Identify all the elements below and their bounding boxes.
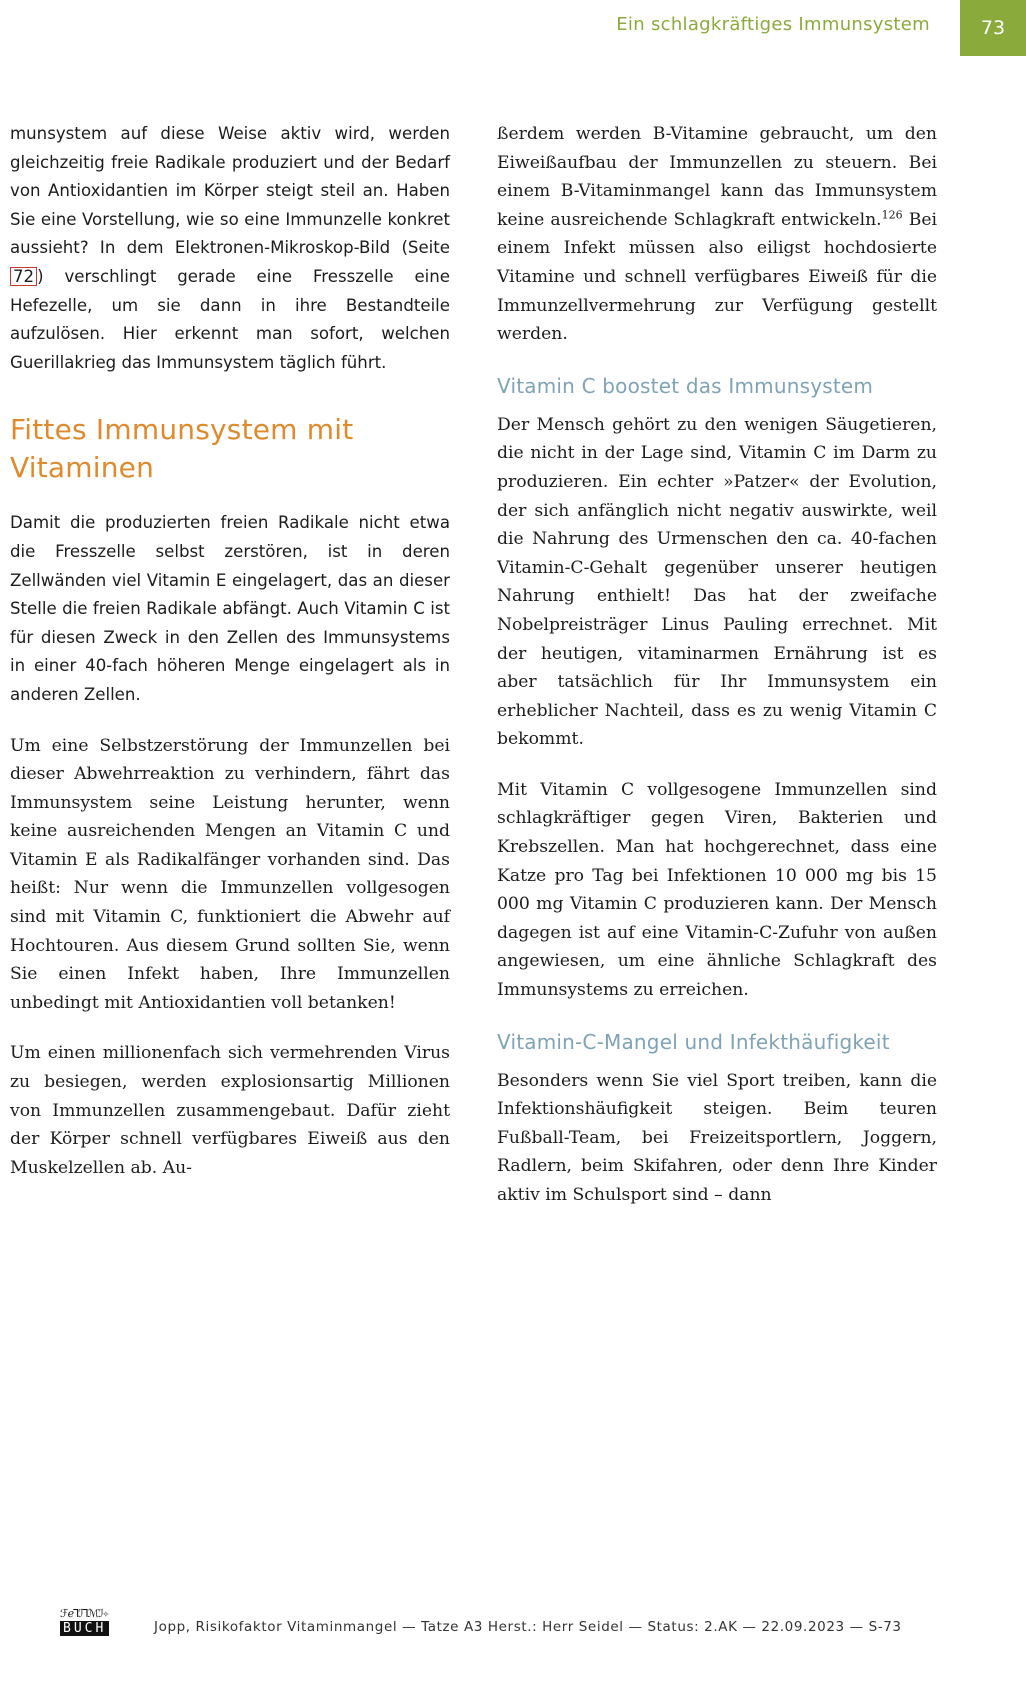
paragraph-left-1-part-b: ) verschlingt gerade eine Fresszelle eine Hefezelle, um sie dann in ihre Bestandteile aufzulösen. Hier erkennt man sofort, welchen Guerillakrieg das Immunsystem täglich führt. xyxy=(10,266,450,372)
page-reference-72: 72 xyxy=(10,267,37,286)
left-column xyxy=(10,120,450,1182)
paragraph-right-1-part-b: Bei einem Infekt müssen also eiligst hochdosierte Vitamine und schnell verfügbares Eiweiß für die Immunzellvermehrung zur Verfügung gestellt werden. xyxy=(497,209,937,345)
paragraph-left-3: Um eine Selbstzerstörung der Immunzellen bei dieser Abwehrreaktion zu verhindern, fährt das Immunsystem seine Leistung herunter, wenn keine ausreichenden Mengen an Vitamin C und Vitamin E als Radikalfänger vorhanden sind. Das heißt: Nur wenn die Immunzellen vollgesogen sind mit Vitamin C, funktioniert die Abwehr auf Hochtouren. Aus diesem Grund sollten Sie, wenn Sie einen Infekt haben, Ihre Immunzellen unbedingt mit Antioxidantien voll betanken! xyxy=(10,735,450,1013)
publisher-logo-top: ℱℯ⅂ℐ⅂ℳℐ✧ xyxy=(60,1607,109,1620)
paragraph-left-2: Damit die produzierten freien Radikale nicht etwa die Fresszelle selbst zerstören, ist in deren Zellwänden viel Vitamin E eingelagert, das an dieser Stelle die freien Radikale abfängt. Auch Vitamin C ist für diesen Zweck in den Zellen des Immunsystems in einer 40-fach höheren Menge eingelagert als in anderen Zellen. xyxy=(10,513,450,704)
publisher-logo xyxy=(60,1607,134,1643)
paragraph-right-4: Besonders wenn Sie viel Sport treiben, kann die Infektionshäufigkeit steigen. Beim teuren Fußball-Team, bei Freizeitsportlern, Joggern, Radlern, beim Skifahren, oder denn Ihre Kinder aktiv im Schulsport sind – dann xyxy=(497,1070,937,1205)
section-heading-vitamin-c-mangel: Vitamin-C-Mangel und Infekthäufigkeit xyxy=(497,1029,890,1054)
running-head-title: Ein schlagkräftiges Immunsystem xyxy=(616,14,930,35)
paragraph-right-1 xyxy=(497,120,937,349)
page-header xyxy=(0,0,1026,56)
footnote-reference: 126 xyxy=(881,208,903,222)
paragraph-right-2: Der Mensch gehört zu den wenigen Säugetieren, die nicht in der Lage sind, Vitamin C im Darm zu produzieren. Ein echter »Patzer« der Evolution, der sich anfänglich nicht negativ auswirkte, weil die Nahrung des Urmenschen den ca. 40-fachen Vitamin-C-Gehalt gegenüber unserer heutigen Nahrung enthielt! Das hat der zweifache Nobelpreisträger Linus Pauling errechnet. Mit der heutigen, vitaminarmen Ernährung ist es aber tatsächlich für Ihr Immunsystem ein erheblicher Nachteil, dass es zu wenig Vitamin C bekommt. xyxy=(497,414,937,750)
chapter-heading: Fittes Immunsystem mit Vitaminen xyxy=(10,413,354,485)
paragraph-left-1-part-a: munsystem auf diese Weise aktiv wird, werden gleichzeitig freie Radikale produziert und der Bedarf von Antioxidantien im Körper steigt steil an. Haben Sie eine Vorstellung, wie so eine Immunzelle konkret aussieht? In dem Elektronen-Mikroskop-Bild (Seite xyxy=(10,124,450,258)
section-heading-vitamin-c-boost: Vitamin C boostet das Immunsystem xyxy=(497,373,874,398)
page-footer xyxy=(60,1607,960,1645)
paragraph-right-3: Mit Vitamin C vollgesogene Immunzellen sind schlagkräftiger gegen Viren, Bakterien und Krebszellen. Man hat hochgerechnet, dass eine Katze pro Tag bei Infektionen 10 000 mg bis 15 000 mg Vitamin C produzieren kann. Der Mensch dagegen ist auf eine Vitamin-C-Zufuhr von außen angewiesen, um eine ähnliche Schlagkraft des Immunsystems zu erreichen. xyxy=(497,779,937,1001)
right-column xyxy=(497,120,937,1210)
paragraph-right-1-part-a: ßerdem werden B-Vitamine gebraucht, um den Eiweißaufbau der Immunzellen zu steuern. Bei einem B-Vitaminmangel kann das Immunsystem keine ausreichende Schlagkraft entwickeln. xyxy=(497,124,937,230)
paragraph-left-4: Um einen millionenfach sich vermehrenden Virus zu besiegen, werden explosionsartig Millionen von Immunzellen zusammengebaut. Dafür zieht der Körper schnell verfügbares Eiweiß aus den Muskelzellen ab. Au- xyxy=(10,1043,450,1178)
production-slug: Jopp, Risikofaktor Vitaminmangel — Tatze A3 Herst.: Herr Seidel — Status: 2.AK — 22.09.2023 — S-73 xyxy=(154,1619,902,1635)
page-number-badge: 73 xyxy=(960,0,1026,56)
paragraph-left-1 xyxy=(10,120,450,377)
publisher-logo-bottom: BUCH xyxy=(60,1621,109,1636)
